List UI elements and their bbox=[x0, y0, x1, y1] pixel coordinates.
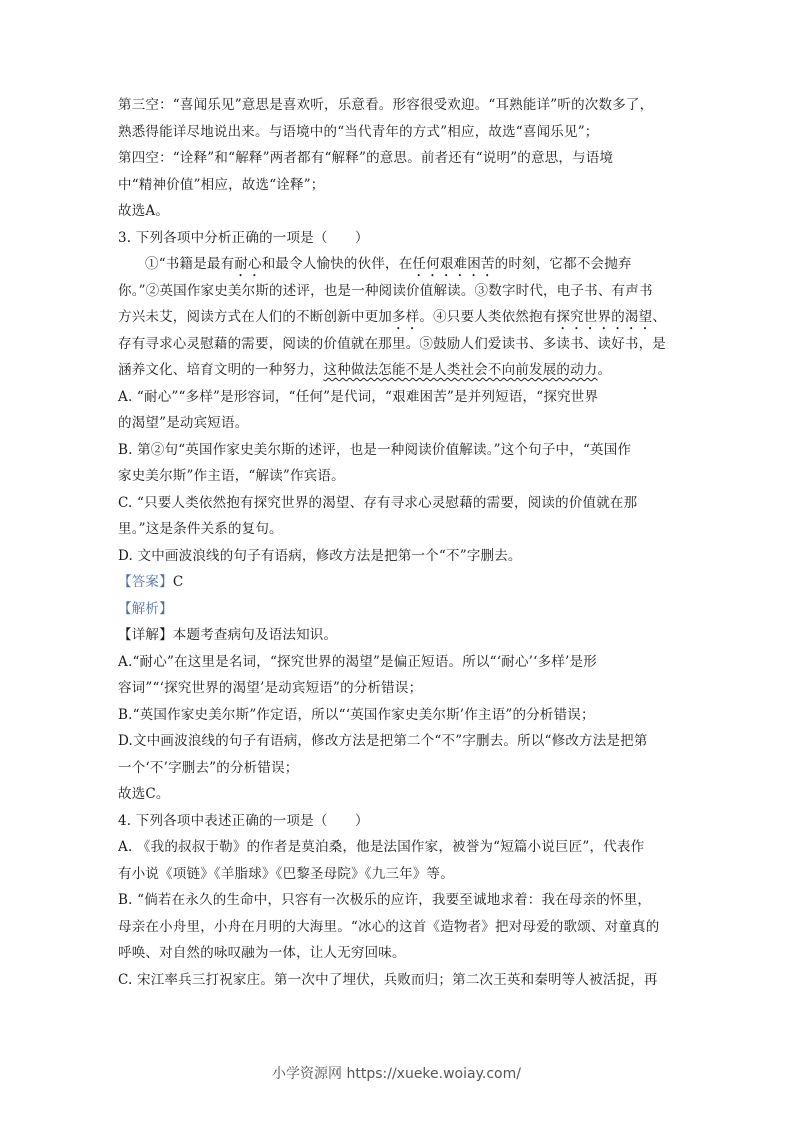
q3-option-d-line1: D. 文中画波浪线的句子有语病，修改方法是把第一个“不”字删去。 bbox=[118, 547, 522, 564]
passage-line-3 bbox=[118, 304, 686, 331]
analysis-label: 【解析】 bbox=[118, 600, 173, 617]
q3-answer bbox=[118, 569, 686, 596]
q3-stem: 3. 下列各项中分析正确的一项是（ ） bbox=[118, 229, 369, 246]
text-span: 和最令人愉快的伙伴，在 bbox=[261, 256, 413, 272]
q3-option-a-line2: 的渴望”是动宾短语。 bbox=[118, 415, 249, 431]
q2-conclusion: 故选A。 bbox=[118, 203, 170, 219]
q3-options bbox=[118, 384, 686, 570]
q4-option-a-line2: 有小说《项链》《羊脂球》《巴黎圣母院》《九三年》等。 bbox=[118, 865, 454, 882]
q4-option-b-line3: 呼唤、对自然的咏叹融为一体，让人无穷回味。 bbox=[118, 945, 406, 961]
q4-stem: 4. 下列各项中表述正确的一项是（ ） bbox=[118, 812, 369, 829]
footer-watermark: 小学资源网 https://xueke.woiay.com/ bbox=[272, 1066, 521, 1082]
q4-option-b-line1: B. “倘若在永久的生命中，只容有一次极乐的应许，我要至诚地求着：我在母亲的怀里， bbox=[118, 892, 652, 908]
question-3 bbox=[118, 225, 686, 808]
q3-detail bbox=[118, 622, 686, 808]
text-span: ①“书籍是最有 bbox=[145, 256, 235, 272]
passage-line-2: 你。”②英国作家史美尔斯的述评，也是一种阅读价值解读。③数字时代，电子书、有声书 bbox=[118, 282, 653, 299]
text-span: 的时刻，它都不会抛弃 bbox=[494, 256, 632, 272]
detail-a-line2: 容词”“‘探究世界的渴望’是动宾短语”的分析错误； bbox=[118, 680, 423, 696]
q2-explanation bbox=[118, 92, 686, 225]
text-span: 涵养文化、培育文明的一种努力， bbox=[118, 362, 324, 378]
blank3-line2: 熟悉得能详尽地说出来。与语境中的“当代青年的方式”相应，故选“喜闻乐见”； bbox=[118, 123, 599, 140]
dotted-word-naixin: 耐心 bbox=[234, 256, 262, 272]
text-span: 。 bbox=[597, 362, 612, 378]
text-span: 、 bbox=[652, 309, 667, 325]
q3-option-c-line1: C. “只要人类依然抱有探究世界的渴望、存有寻求心灵慰藉的需要，阅读的价值就在那 bbox=[118, 494, 638, 511]
dotted-word-duoyang: 多样 bbox=[392, 309, 420, 325]
blank3-line1: 第三空：“喜闻乐见”意思是喜欢听，乐意看。形容很受欢迎。“耳熟能详”听的次数多了， bbox=[118, 97, 654, 113]
q4-option-b-line2: 母亲在小舟里，小舟在月明的大海里。“冰心的这首《造物者》把对母爱的歌颂、对童真的 bbox=[118, 918, 660, 935]
wavy-underlined-sentence: 这种做法怎能不是人类社会不向前发展的动力 bbox=[323, 362, 598, 378]
q3-option-c-line2: 里。”这是条件关系的复句。 bbox=[118, 521, 283, 537]
passage-line-4: 存有寻求心灵慰藉的需要，阅读的价值就在那里。⑤鼓励人们爱读书、多读书、读好书，是 bbox=[118, 335, 666, 352]
q4-option-a-line1: A. 《我的叔叔于勒》的作者是莫泊桑，他是法国作家，被誉为“短篇小说巨匠”，代表作 bbox=[118, 839, 645, 855]
detail-d-line2: 一个‘不’字删去”的分析错误； bbox=[118, 759, 299, 776]
question-4 bbox=[118, 808, 686, 994]
q3-option-a-line1: A. “耐心”“多样”是形容词，“任何”是代词，“艰难困苦”是并列短语，“探究世界 bbox=[118, 388, 599, 405]
passage-line-1 bbox=[118, 251, 686, 278]
answer-value: C bbox=[172, 574, 184, 590]
passage-line-5 bbox=[118, 357, 686, 384]
dotted-word-renhe: 任何艰难困苦 bbox=[412, 256, 495, 272]
document-page bbox=[118, 92, 686, 993]
detail-intro: 【详解】本题考查病句及语法知识。 bbox=[118, 627, 338, 643]
text-span: 。④只要人类依然抱有 bbox=[419, 309, 557, 325]
detail-b-line1: B.“英国作家史美尔斯”作定语，所以“‘英国作家史美尔斯’作主语”的分析错误； bbox=[118, 706, 595, 723]
blank4-line1: 第四空：“诠释”和“解释”两者都有“解释”的意思。前者还有“说明”的意思，与语境 bbox=[118, 150, 614, 166]
q3-analysis-label bbox=[118, 596, 686, 623]
dotted-word-tanjiu: 探究世界的渴望 bbox=[556, 309, 653, 325]
detail-a-line1: A.“耐心”在这里是名词，“探究世界的渴望”是偏正短语。所以“‘耐心’‘多样’是形 bbox=[118, 653, 597, 670]
q3-passage bbox=[118, 251, 686, 384]
detail-conclusion: 故选C。 bbox=[118, 786, 170, 802]
blank4-line2: 中“精神价值”相应，故选“诠释”； bbox=[118, 176, 325, 193]
detail-d-line1: D.文中画波浪线的句子有语病，修改方法是把第二个“不”字删去。所以“修改方法是把第 bbox=[118, 733, 648, 749]
q3-option-b-line2: 家史美尔斯”作主语，“解读”作宾语。 bbox=[118, 468, 345, 484]
answer-label: 【答案】 bbox=[118, 574, 173, 590]
q4-option-c-line1: C. 宋江率兵三打祝家庄。第一次中了埋伏，兵败而归；第二次王英和秦明等人被活捉，再 bbox=[118, 971, 658, 988]
text-span: 方兴未艾，阅读方式在人们的不断创新中更加 bbox=[118, 309, 392, 325]
q3-option-b-line1: B. 第②句“英国作家史美尔斯的述评，也是一种阅读价值解读。”这个句子中，“英国作 bbox=[118, 441, 632, 458]
